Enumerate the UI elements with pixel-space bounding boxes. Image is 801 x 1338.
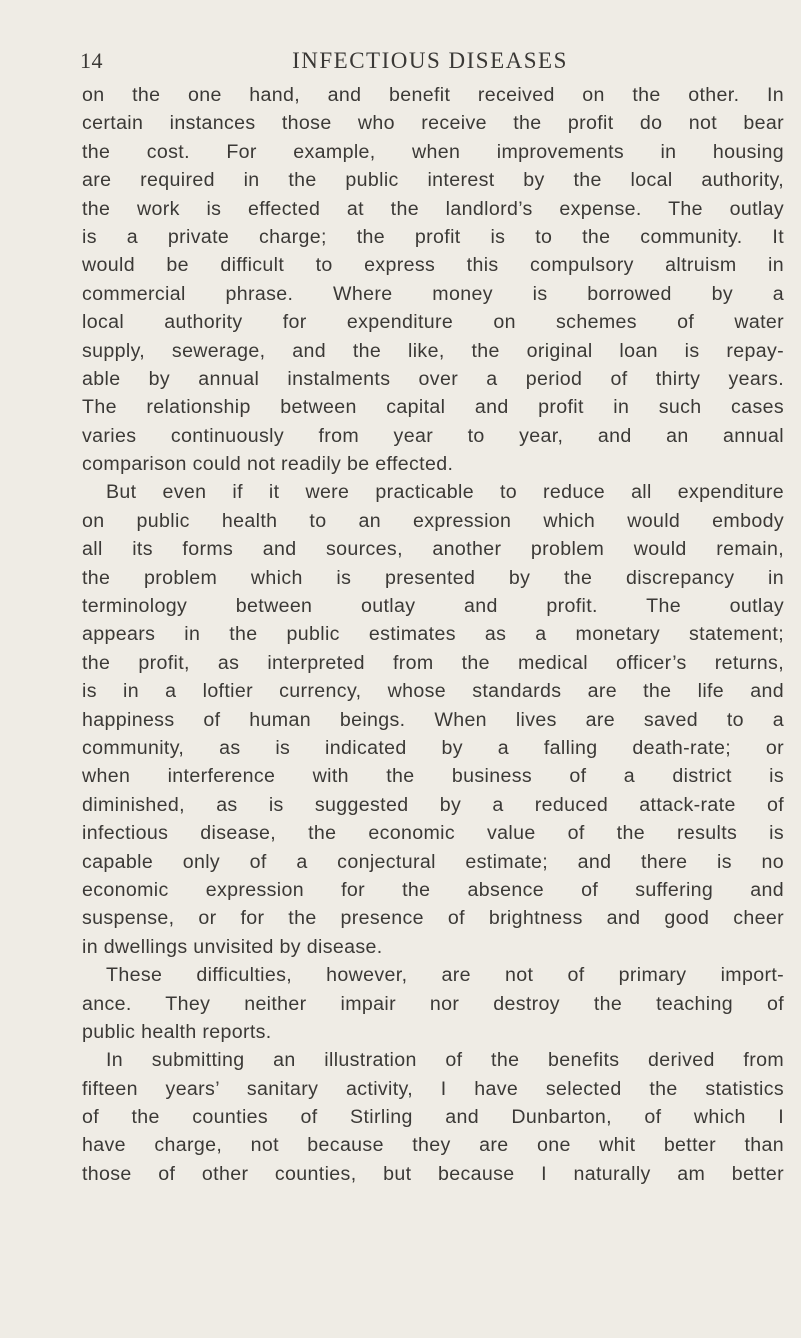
page-header (80, 48, 780, 78)
text-line: is in a loftier currency, whose standards are the life and (82, 680, 784, 703)
text-line: economic expression for the absence of suffering and (82, 878, 784, 901)
text-line: local authority for expenditure on schemes of water (82, 311, 784, 334)
text-line: commercial phrase. Where money is borrowed by a (82, 282, 784, 305)
text-line: In submitting an illustration of the benefits derived from (106, 1049, 784, 1072)
text-line: of the counties of Stirling and Dunbarton, of which I (82, 1106, 784, 1129)
text-line: terminology between outlay and profit. The outlay (82, 595, 784, 618)
text-line: when interference with the business of a district is (82, 765, 784, 788)
text-line: community, as is indicated by a falling death-rate; or (82, 736, 784, 759)
page-number: 14 (80, 48, 103, 73)
text-line: appears in the public estimates as a monetary statement; (82, 623, 784, 646)
text-line: infectious disease, the economic value of the results is (82, 822, 784, 845)
text-line: diminished, as is suggested by a reduced attack-rate of (82, 793, 784, 816)
text-line: the work is effected at the landlord’s expense. The outlay (82, 197, 784, 220)
text-line: certain instances those who receive the profit do not bear (82, 112, 784, 135)
running-head: INFECTIOUS DISEASES (292, 48, 568, 73)
text-line: varies continuously from year to year, and an annual (82, 424, 784, 447)
text-line: But even if it were practicable to reduce all expenditure (106, 481, 784, 504)
text-line: public health reports. (82, 1020, 272, 1043)
text-line: is a private charge; the profit is to the community. It (82, 225, 784, 248)
text-line: supply, sewerage, and the like, the original loan is repay- (82, 339, 784, 362)
text-line: those of other counties, but because I naturally am better (82, 1162, 784, 1185)
text-line: happiness of human beings. When lives are saved to a (82, 708, 784, 731)
text-line: fifteen years’ sanitary activity, I have selected the statistics (82, 1077, 784, 1100)
text-line: are required in the public interest by the local authority, (82, 169, 784, 192)
text-line: ance. They neither impair nor destroy the teaching of (82, 992, 784, 1015)
text-line: have charge, not because they are one whit better than (82, 1134, 784, 1157)
text-line: comparison could not readily be effected. (82, 453, 454, 476)
text-line: the cost. For example, when improvements in housing (82, 140, 784, 163)
text-line: These difficulties, however, are not of primary import- (106, 964, 784, 987)
text-line: would be difficult to express this compulsory altruism in (82, 254, 784, 277)
text-line: in dwellings unvisited by disease. (82, 935, 383, 958)
text-line: on public health to an expression which would embody (82, 509, 784, 532)
text-line: the profit, as interpreted from the medical officer’s returns, (82, 651, 784, 674)
text-line: the problem which is presented by the discrepancy in (82, 566, 784, 589)
text-line: capable only of a conjectural estimate; and there is no (82, 850, 784, 873)
body-text (82, 81, 784, 1188)
text-line: all its forms and sources, another problem would remain, (82, 538, 784, 561)
text-line: on the one hand, and benefit received on the other. In (82, 84, 784, 106)
text-line: suspense, or for the presence of brightness and good cheer (82, 907, 784, 930)
text-line: able by annual instalments over a period of thirty years. (82, 367, 784, 390)
text-line: The relationship between capital and profit in such cases (82, 396, 784, 419)
